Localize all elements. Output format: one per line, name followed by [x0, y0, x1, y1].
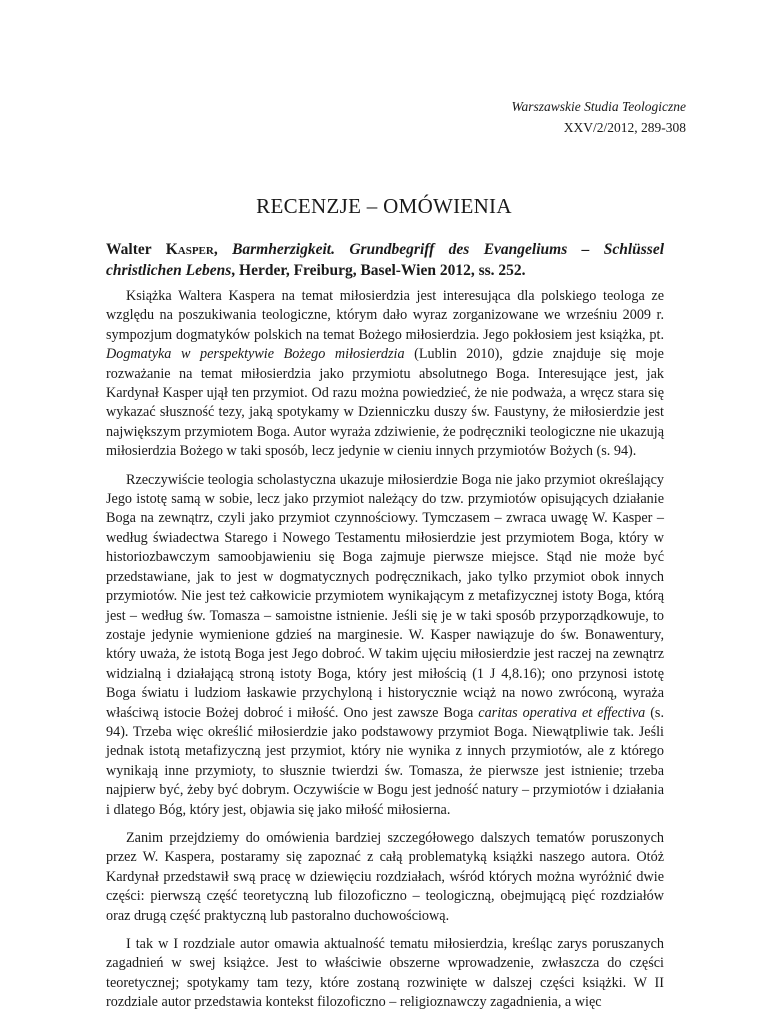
journal-header [511, 96, 686, 138]
journal-name: Warszawskie Studia Teologiczne [511, 99, 686, 114]
review-article [106, 240, 664, 1013]
paragraph-2-text-b: (s. 94). Trzeba więc określić miłosierdzie jako podstawowy przymiot Boga. Niewątpliwie tak. Jeśli jednak istotą metafizyczną jest przymiot, który nie wynika z innych przymiotów, ale z którego wynikają inne przymioty, to słusznie twierdzi św. Tomasza, że pierwsze jest istnienie; trzeba najpierw być, żeby być dobrym. Oczywiście w Bogu jest jedność natury – przymiotów i działania i dlatego Bóg, który jest, objawia się jako miłość miłosierna. [106, 704, 665, 818]
book-title: Barmherzigkeit. Grundbegriff des Evangeliums – Schlüssel christlichen Lebens [106, 241, 664, 279]
author-last-name: Kasper [165, 241, 214, 258]
section-title: RECENZJE – OMÓWIENIA [256, 194, 512, 218]
latin-phrase: caritas operativa et effectiva [478, 704, 646, 721]
paragraph-1-text-b: (Lublin 2010), gdzie znajduje się moje rozważanie na temat miłosierdzia jako przymiotu absolutnego Boga. Interesujące jest, jak Kardynał Kasper ujął ten przymiot. Od razu można powiedzieć, że nie podważa, a wręcz stara się wykazać słuszność tezy, jaką spotykamy w Dzienniczku duszy św. Faustyny, że miłosierdzie jest największym przymiotem Boga. Autor wyraża zdziwienie, że podręczniki teologiczne nie ukazują miłosierdzia Bożego w taki sposób, lecz jedynie w cieniu innych przymiotów Bożych (s. 94). [106, 346, 664, 460]
title-separator: , [213, 241, 233, 258]
cited-book-title: Dogmatyka w perspektywie Bożego miłosierdzia [106, 346, 405, 363]
paragraph-1 [106, 287, 664, 462]
journal-issue: XXV/2/2012, 289-308 [563, 120, 686, 135]
paragraph-2 [106, 471, 664, 820]
paragraph-4: I tak w I rozdziale autor omawia aktualność tematu miłosierdzia, kreśląc zarys poruszanych zagadnień w swej książce. Jest to właściwie obszerne wprowadzenie, zwłaszcza do części teoretycznej; spotykamy tam tezy, które zostaną rozwinięte w dalszej części książki. W II rozdziale autor przedstawia kontekst filozoficzno – religioznawczy zagadnienia, a więc [106, 936, 664, 1011]
paragraph-3: Zanim przejdziemy do omówienia bardziej szczegółowego dalszych tematów poruszonych przez W. Kaspera, postaramy się zapoznać z całą problematyką książki naszego autora. Otóż Kardynał przedstawił swą pracę w dziewięciu rozdziałach, wśród których można wyróżnić dwie części: pierwszą część teoretyczną lub filozoficzno – teologiczną, obejmującą pięć rozdziałów oraz drugą część praktyczną lub pastoralno duchowościową. [106, 829, 664, 924]
publication-info: , Herder, Freiburg, Basel-Wien 2012, ss. 252. [231, 261, 526, 279]
paragraph-2-text-a: Rzeczywiście teologia scholastyczna ukazuje miłosierdzie Boga nie jako przymiot określający Jego istotę samą w sobie, lecz jako przymiot należący do tzw. przymiotów opisujących działanie Boga na zewnątrz, czyli jako przymiot czynnościowy. Tymczasem – zwraca uwagę W. Kasper – według świadectwa Starego i Nowego Testamentu miłosierdzie jest przymiotem Boga, który w historiozbawczym samoobjawieniu się Boga zajmuje pierwsze miejsce. Stąd nie może być przedstawiane, jak to jest w dogmatycznych podręcznikach, jako tylko przymiot obok innych przymiotów. Nie jest też całkowicie przymiotem wynikającym z metafizycznej istoty Boga, którą jest – według św. Tomasza – samoistne istnienie. Jeśli się je w taki sposób przyporządkowuje, to zostaje jedynie wymienione gdzieś na marginesie. W. Kasper nawiązuje do św. Bonawentury, który uważa, że istotą Boga jest Jego dobroć. W takim ujęciu miłosierdzie jest raczej na zewnątrz widzialną i działającą stroną istoty Boga, który jest miłością (1 J 4,8.16); ono przynosi istotę Boga światu i ludziom łaskawie przychyloną i historycznie wciąż na nowo zwróconą, wyraża właściwą istocie Bożej dobroć i miłość. Ono jest zawsze Boga [106, 471, 664, 721]
paragraph-1-text-a: Książka Waltera Kaspera na temat miłosierdzia jest interesująca dla polskiego teologa ze względu na poszukiwania teologiczne, którym dało wyraz zorganizowane we wrześniu 2009 r. sympozjum dogmatyków polskich na temat Bożego miłosierdzia. Jego pokłosiem jest książka, pt. [106, 288, 664, 343]
author-first-name: Walter [106, 241, 166, 258]
review-bibliographic-heading [106, 240, 664, 281]
